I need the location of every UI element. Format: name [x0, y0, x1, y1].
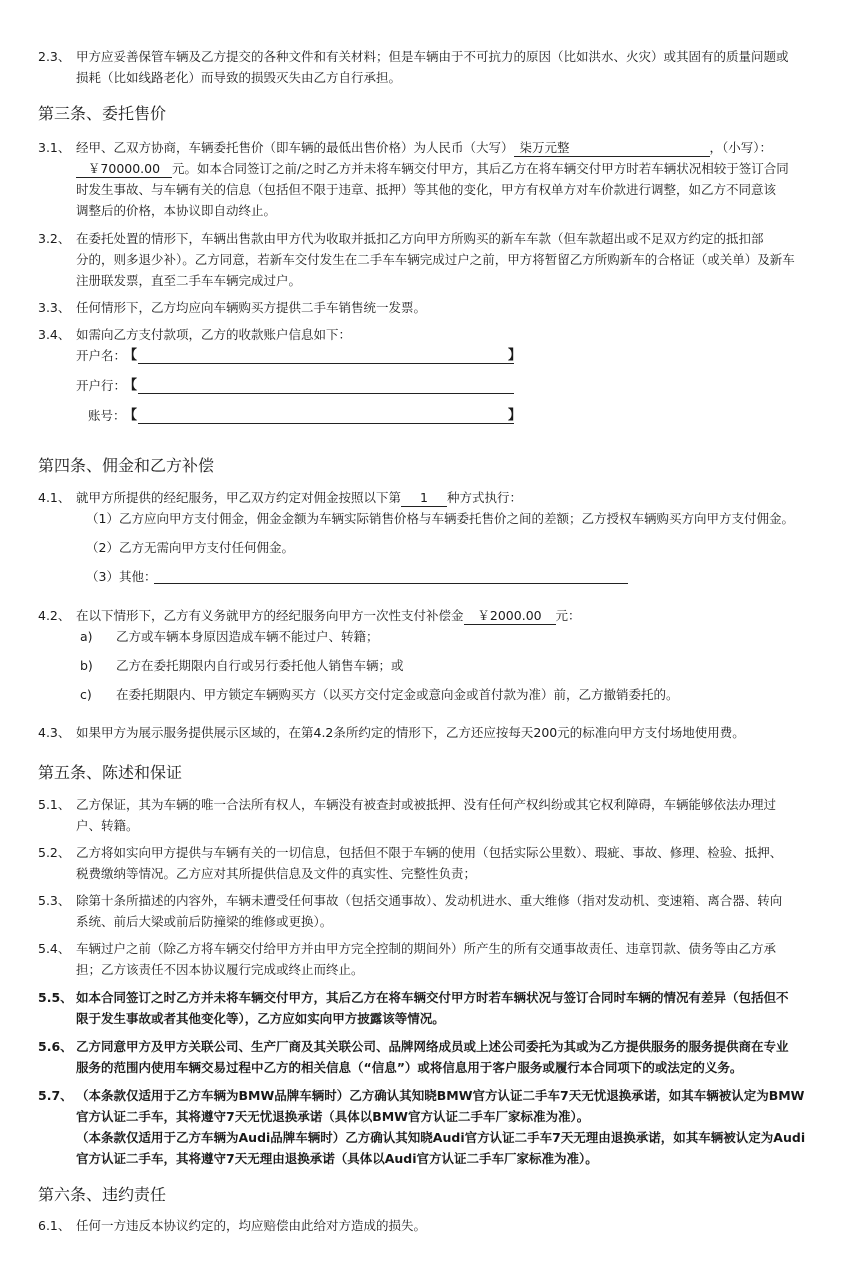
clause-4-2-text-a: 在以下情形下，乙方有义务就甲方的经纪服务向甲方一次性支付补偿金: [76, 608, 464, 623]
clause-5-6-number: 5.6、: [38, 1039, 73, 1054]
clause-2-3-number: 2.3、: [38, 49, 71, 64]
clause-2-3-line-1: 甲方应妥善保管车辆及乙方提交的各种文件和有关材料；但是车辆由于不可抗力的原因（比如洪水、火灾）或其固有的质量问题或: [76, 49, 789, 64]
clause-4-2-line-1: [76, 605, 581, 626]
clause-4-1-text-a: 就甲方所提供的经纪服务，甲乙双方约定对佣金按照以下第: [76, 490, 402, 505]
clause-5-7-line-1: （本条款仅适用于乙方车辆为BMW品牌车辆时）乙方确认其知晓BMW官方认证二手车7天无忧退换承诺，如其车辆被认定为BMW: [76, 1088, 805, 1103]
clause-3-2-line-2: 分的，则多退少补）。乙方同意，若新车交付发生在二手车车辆完成过户之前，甲方将暂留乙方所购新车的合格证（或关单）及新车: [76, 252, 795, 267]
clause-4-2-item-c: 在委托期限内、甲方锁定车辆购买方（以买方交付定金或意向金或首付款为准）前，乙方撤销委托的。: [116, 687, 679, 702]
clause-4-2-item-c-mark: c): [80, 687, 92, 702]
clause-5-5-line-1: 如本合同签订之时乙方并未将车辆交付甲方，其后乙方在将车辆交付甲方时若车辆状况与签订合同时车辆的情况有差异（包括但不: [76, 990, 789, 1005]
account-number-bracket-close: 】: [508, 408, 522, 423]
clause-5-6-line-1: 乙方同意甲方及甲方关联公司、生产厂商及其关联公司、品牌网络成员或上述公司委托为其或为乙方提供服务的服务提供商在专业: [76, 1039, 789, 1054]
clause-5-4-line-2: 担；乙方该责任不因本协议履行完成或终止而终止。: [76, 962, 364, 977]
clause-5-1-line-1: 乙方保证，其为车辆的唯一合法所有权人，车辆没有被查封或被抵押、没有任何产权纠纷或其它权利障碍，车辆能够依法办理过: [76, 797, 777, 812]
clause-5-2-line-2: 税费缴纳等情况。乙方应对其所提供信息及文件的真实性、完整性负责；: [76, 866, 477, 881]
clause-5-3-line-1: 除第十条所描述的内容外，车辆未遭受任何事故（包括交通事故）、发动机进水、重大维修（指对发动机、变速箱、离合器、转向: [76, 893, 783, 908]
clause-3-1-line-1: [76, 137, 772, 158]
clause-5-2-number: 5.2、: [38, 845, 71, 860]
clause-3-1-text-c: 元。如本合同签订之前/之时乙方并未将车辆交付甲方，其后乙方在将车辆交付甲方时若车辆状况相较于签订合同: [172, 161, 789, 176]
clause-3-2-number: 3.2、: [38, 231, 71, 246]
clause-4-2-text-b: 元：: [555, 608, 581, 623]
clause-3-4-line-1: 如需向乙方支付款项，乙方的收款账户信息如下：: [76, 327, 352, 342]
clause-4-1-text-b: 种方式执行：: [447, 490, 523, 505]
clause-5-7-number: 5.7、: [38, 1088, 73, 1103]
clause-6-1-line-1: 任何一方违反本协议约定的，均应赔偿由此给对方造成的损失。: [76, 1218, 427, 1233]
clause-5-1-line-2: 户、转籍。: [76, 818, 139, 833]
account-name-field[interactable]: [138, 363, 514, 364]
commission-option-3-label: （3）其他：: [86, 569, 157, 584]
clause-3-1-number: 3.1、: [38, 140, 71, 155]
clause-5-3-line-2: 系统、前后大梁或前后防撞梁的维修或更换）。: [76, 914, 333, 929]
clause-4-2-item-b-mark: b): [80, 658, 93, 673]
clause-5-2-line-1: 乙方将如实向甲方提供与车辆有关的一切信息，包括但不限于车辆的使用（包括实际公里数）、瑕疵、事故、修理、检验、抵押、: [76, 845, 783, 860]
amount-in-words-field: 柒万元整: [514, 139, 710, 157]
clause-4-2-item-a-mark: a): [80, 629, 93, 644]
clause-3-3-number: 3.3、: [38, 300, 71, 315]
clause-3-1-line-3: 时发生事故、与车辆有关的信息（包括但不限于违章、抵押）等其他的变化，甲方有权单方对车价款进行调整，如乙方不同意该: [76, 182, 777, 197]
clause-4-1-number: 4.1、: [38, 490, 71, 505]
clause-5-1-number: 5.1、: [38, 797, 71, 812]
clause-5-3-number: 5.3、: [38, 893, 71, 908]
compensation-amount-field: ￥2000.00: [464, 607, 556, 625]
amount-in-figures-field: ￥70000.00: [76, 160, 172, 178]
clause-2-3-line-2: 损耗（比如线路老化）而导致的损毁灭失由乙方自行承担。: [76, 70, 402, 85]
commission-option-1: （1）乙方应向甲方支付佣金，佣金金额为车辆实际销售价格与车辆委托售价之间的差额；乙方授权车辆购买方向甲方支付佣金。: [86, 511, 794, 526]
commission-option-field: 1: [401, 489, 447, 507]
clause-5-4-line-1: 车辆过户之前（除乙方将车辆交付给甲方并由甲方完全控制的期间外）所产生的所有交通事故责任、违章罚款、债务等由乙方承: [76, 941, 777, 956]
commission-other-field[interactable]: [154, 583, 628, 584]
account-name-bracket-open: 【: [124, 348, 138, 363]
clause-4-1-line-1: [76, 487, 522, 508]
clause-3-2-line-3: 注册联发票，直至二手车车辆完成过户。: [76, 273, 302, 288]
commission-option-2: （2）乙方无需向甲方支付任何佣金。: [86, 540, 294, 555]
account-name-bracket-close: 】: [508, 348, 522, 363]
bank-label: 开户行：: [76, 378, 127, 393]
account-number-bracket-open: 【: [124, 408, 138, 423]
article-4-title: 第四条、佣金和乙方补偿: [38, 456, 215, 475]
article-5-title: 第五条、陈述和保证: [38, 763, 183, 782]
clause-3-4-number: 3.4、: [38, 327, 71, 342]
clause-5-7-line-2: 官方认证二手车，其将遵守7天无忧退换承诺（具体以BMW官方认证二手车厂家标准为准）。: [76, 1109, 590, 1124]
clause-3-1-line-4: 调整后的价格，本协议即自动终止。: [76, 203, 277, 218]
clause-3-1-text-b: ，（小写）：: [709, 140, 773, 155]
clause-5-7-line-4: 官方认证二手车，其将遵守7天无理由退换承诺（具体以Audi官方认证二手车厂家标准为准）。: [76, 1151, 598, 1166]
account-name-label: 开户名：: [76, 348, 127, 363]
article-3-title: 第三条、委托售价: [38, 104, 167, 123]
account-number-field[interactable]: [138, 423, 514, 424]
clause-3-2-line-1: 在委托处置的情形下，车辆出售款由甲方代为收取并抵扣乙方向甲方所购买的新车车款（但车款超出或不足双方约定的抵扣部: [76, 231, 764, 246]
account-number-label: 账号：: [88, 408, 126, 423]
clause-5-6-line-2: 服务的范围内使用车辆交易过程中乙方的相关信息（“信息”）或将信息用于客户服务或履行本合同项下的或法定的义务。: [76, 1060, 743, 1075]
clause-5-5-number: 5.5、: [38, 990, 73, 1005]
clause-3-3-line-1: 任何情形下，乙方均应向车辆购买方提供二手车销售统一发票。: [76, 300, 427, 315]
clause-6-1-number: 6.1、: [38, 1218, 71, 1233]
clause-5-7-line-3: （本条款仅适用于乙方车辆为Audi品牌车辆时）乙方确认其知晓Audi官方认证二手车7天无理由退换承诺，如其车辆被认定为Audi: [76, 1130, 806, 1145]
clause-3-1-line-2: [76, 158, 789, 179]
bank-field[interactable]: [138, 393, 514, 394]
clause-5-5-line-2: 限于发生事故或者其他变化等），乙方应如实向甲方披露该等情况。: [76, 1011, 445, 1026]
article-6-title: 第六条、违约责任: [38, 1185, 167, 1204]
clause-5-4-number: 5.4、: [38, 941, 71, 956]
clause-4-2-item-b: 乙方在委托期限内自行或另行委托他人销售车辆；或: [116, 658, 404, 673]
bank-bracket-open: 【: [124, 378, 138, 393]
clause-4-2-item-a: 乙方或车辆本身原因造成车辆不能过户、转籍；: [116, 629, 379, 644]
clause-4-2-number: 4.2、: [38, 608, 71, 623]
clause-3-1-text-a: 经甲、乙双方协商，车辆委托售价（即车辆的最低出售价格）为人民币（大写）: [76, 140, 514, 155]
clause-4-3-line-1: 如果甲方为展示服务提供展示区域的，在第4.2条所约定的情形下，乙方还应按每天200元的标准向甲方支付场地使用费。: [76, 725, 745, 740]
clause-4-3-number: 4.3、: [38, 725, 71, 740]
